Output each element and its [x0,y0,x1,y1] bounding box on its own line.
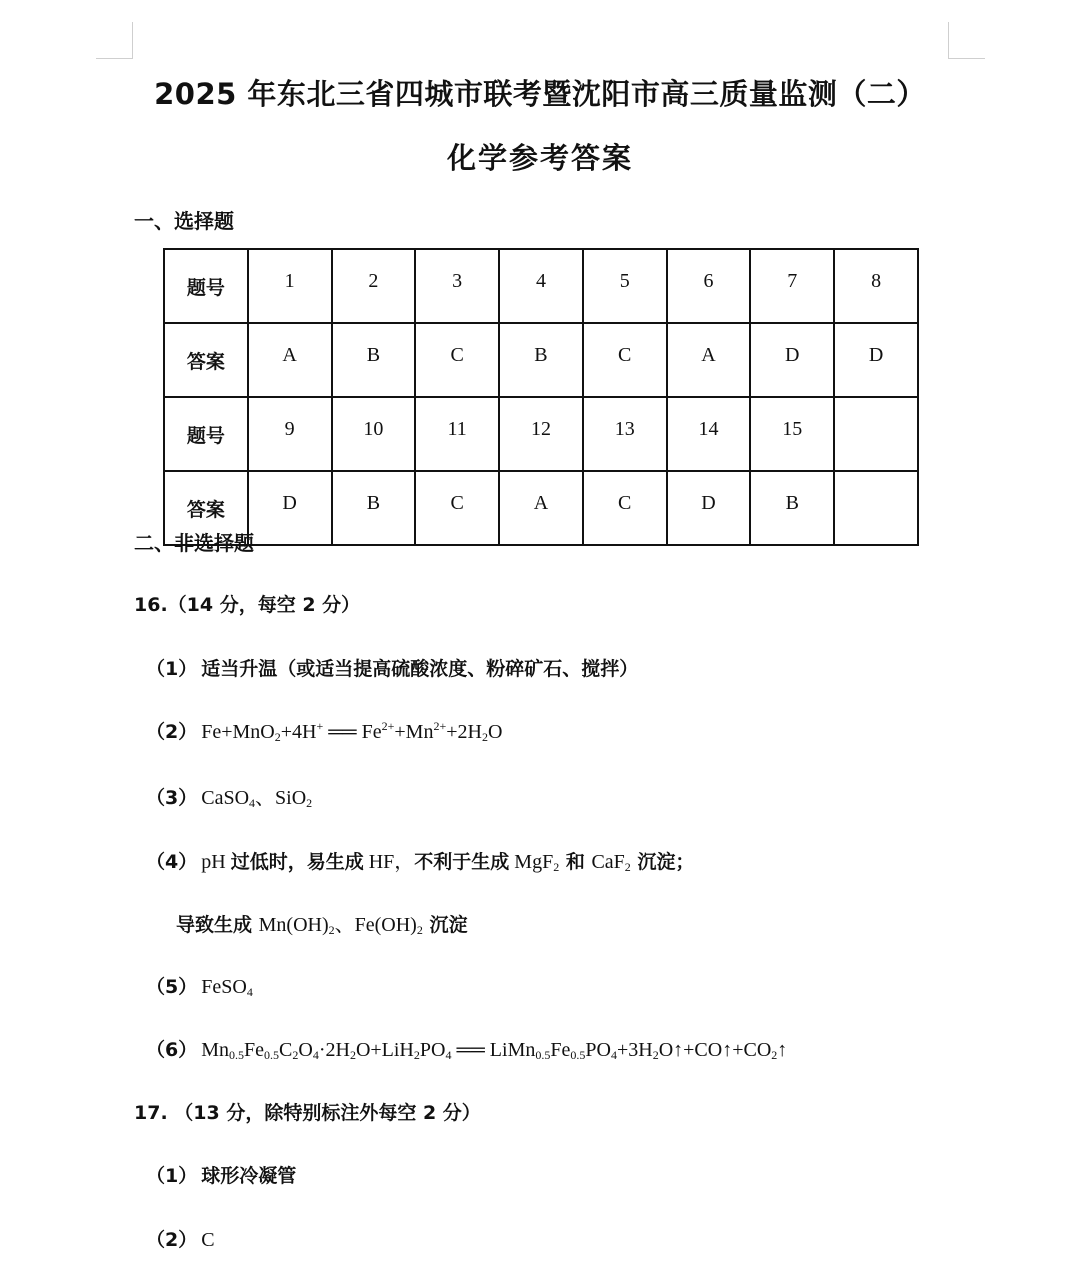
question-number: 7 [750,249,834,323]
question-number [834,397,918,471]
question-number: 13 [583,397,667,471]
equation: $Mn_{0.5}Fe_{0.5}C_2O_4\cdot 2H_2O+LiH_2PO_4$ ══ $LiMn_{0.5}Fe_{0.5}PO_4+3H_2O↑+CO↑+CO_2↑$ [201,1039,788,1062]
formula: CaSO$_4$、SiO$_2$ [201,787,313,810]
answer-cell: A [499,471,583,545]
answer-text: 导致生成 $Mn(OH)_2$、$Fe(OH)_2$ 沉淀 [176,914,468,937]
question-number: 3 [415,249,499,323]
page-subtitle: 化学参考答案 [446,141,633,175]
q16-answer-2 [146,717,502,745]
q16-answer-1 [146,654,638,681]
answer-cell: B [499,323,583,397]
answer-cell [834,471,918,545]
question-number: 15 [750,397,834,471]
answer-label: （1） [146,1165,198,1187]
table-row [164,397,918,471]
question-16-heading-text: 16.（14 分，每空 2 分） [134,594,361,616]
equation: Fe+MnO$_2$+4H+ ══ $Fe^{2+}+Mn^{2+}+2H_2O$ [201,719,503,744]
crop-mark-top-right [948,22,985,59]
answer-cell: B [332,471,416,545]
question-number: 4 [499,249,583,323]
answer-cell: D [667,471,751,545]
answer-cell: B [750,471,834,545]
answer-text: 球形冷凝管 [201,1165,297,1187]
answer-label: （3） [146,787,198,809]
question-number: 5 [583,249,667,323]
page-title: 2025 年东北三省四城市联考暨沈阳市高三质量监测（二） [154,77,926,111]
row-label-answer: 答案 [164,323,248,397]
question-number: 12 [499,397,583,471]
answer-cell: C [415,471,499,545]
question-number: 10 [332,397,416,471]
answer-text: 适当升温（或适当提高硫酸浓度、粉碎矿石、搅拌） [201,658,639,680]
section-heading-choice: 一、选择题 [134,209,234,233]
answer-label: （5） [146,976,198,998]
answer-text: pH 过低时，易生成 HF，不利于生成 MgF$_2$ 和 CaF$_2$ 沉淀； [201,851,695,874]
row-label-question: 题号 [164,397,248,471]
question-number: 8 [834,249,918,323]
row-label-question: 题号 [164,249,248,323]
table-row [164,471,918,545]
row-label-answer: 答案 [164,471,248,545]
question-number: 14 [667,397,751,471]
question-number: 1 [248,249,332,323]
crop-mark-top-left [96,22,133,59]
question-number: 11 [415,397,499,471]
answer-label: （1） [146,658,198,680]
question-17-heading-text: 17. （13 分，除特别标注外每空 2 分） [134,1102,481,1124]
answer-label: （4） [146,851,198,873]
answer-cell: D [750,323,834,397]
answer-text: C [201,1229,215,1251]
question-17-heading [134,1098,481,1125]
table-row [164,249,918,323]
answer-cell: D [248,471,332,545]
q16-answer-4-continued [176,908,467,938]
answer-cell: D [834,323,918,397]
question-number: 9 [248,397,332,471]
q16-answer-4 [146,845,694,875]
answer-label: （2） [146,721,198,743]
question-16-heading [134,590,360,617]
answer-cell: C [415,323,499,397]
answer-cell: A [667,323,751,397]
section-heading-free-response: 二、非选择题 [134,531,254,555]
question-number: 6 [667,249,751,323]
answer-cell: C [583,323,667,397]
answer-cell: B [332,323,416,397]
q17-answer-1 [146,1161,296,1188]
q16-answer-3 [146,781,312,811]
answer-label: （6） [146,1039,198,1061]
answer-table [163,248,919,546]
q16-answer-6 [146,1035,787,1063]
question-number: 2 [332,249,416,323]
answer-cell: A [248,323,332,397]
table-row [164,323,918,397]
q17-answer-2 [146,1225,215,1252]
q16-answer-5 [146,972,253,1000]
answer-cell: C [583,471,667,545]
answer-label: （2） [146,1229,198,1251]
formula: FeSO$_4$ [201,976,253,999]
